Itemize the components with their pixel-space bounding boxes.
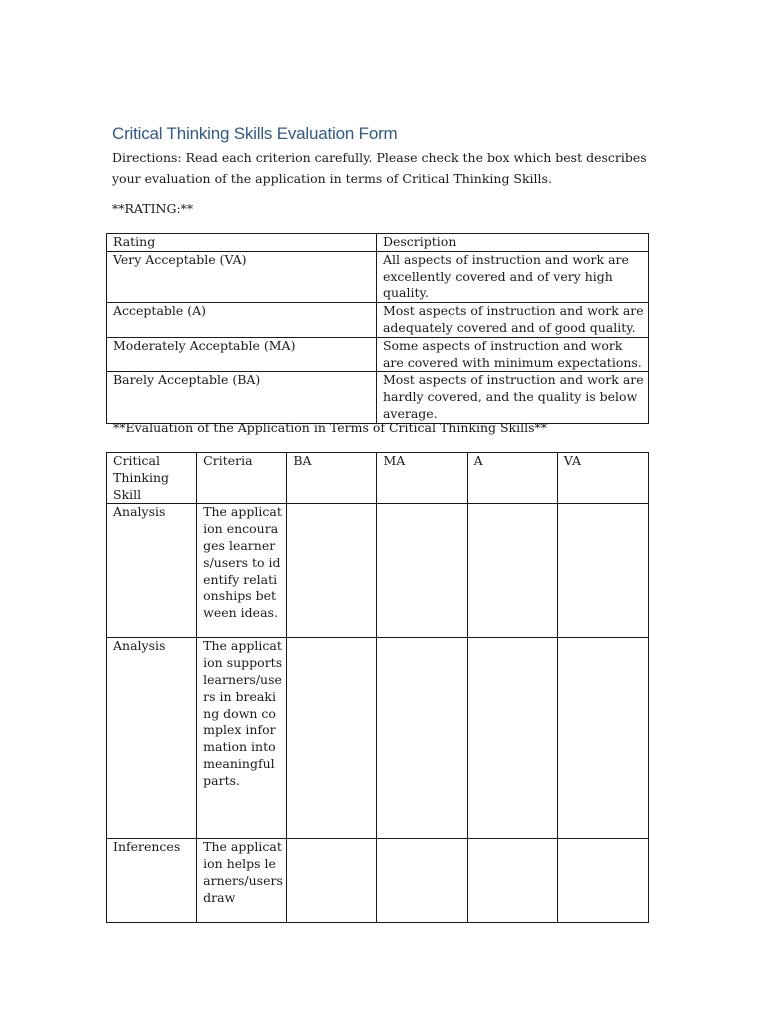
ba-check-cell[interactable] <box>287 638 377 839</box>
rating-label: Barely Acceptable (BA) <box>107 372 377 423</box>
rating-description: Some aspects of instruction and work are covered with minimum expectations. <box>376 337 648 372</box>
rating-heading: **RATING:** <box>112 201 194 216</box>
table-header-row <box>107 453 649 504</box>
table-row <box>107 251 649 302</box>
column-header-rating: Rating <box>107 234 377 252</box>
table-row <box>107 372 649 423</box>
criteria-text: The application helps learners/users draw <box>197 839 287 923</box>
rating-description: Most aspects of instruction and work are hardly covered, and the quality is below average. <box>376 372 648 423</box>
rating-label: Acceptable (A) <box>107 303 377 338</box>
va-check-cell[interactable] <box>557 638 648 839</box>
ma-check-cell[interactable] <box>377 839 467 923</box>
a-check-cell[interactable] <box>467 504 557 638</box>
ma-check-cell[interactable] <box>377 504 467 638</box>
table-row <box>107 303 649 338</box>
skill-label: Analysis <box>107 504 197 638</box>
skill-label: Inferences <box>107 839 197 923</box>
column-header-va: VA <box>557 453 648 504</box>
va-check-cell[interactable] <box>557 504 648 638</box>
evaluation-table <box>106 452 649 923</box>
a-check-cell[interactable] <box>467 839 557 923</box>
page-title: Critical Thinking Skills Evaluation Form <box>112 124 398 143</box>
rating-description: All aspects of instruction and work are excellently covered and of very high quality. <box>376 251 648 302</box>
column-header-ba: BA <box>287 453 377 504</box>
rating-description: Most aspects of instruction and work are adequately covered and of good quality. <box>376 303 648 338</box>
column-header-criteria: Criteria <box>197 453 287 504</box>
criteria-text: The application encourages learners/users to identify relationships between ideas. <box>197 504 287 638</box>
evaluation-heading: **Evaluation of the Application in Terms of Critical Thinking Skills** <box>113 420 548 435</box>
va-check-cell[interactable] <box>557 839 648 923</box>
column-header-ma: MA <box>377 453 467 504</box>
ba-check-cell[interactable] <box>287 504 377 638</box>
directions-text: Directions: Read each criterion carefully. Please check the box which best describes your evaluation of the application in terms of Critical Thinking Skills. <box>112 150 647 186</box>
table-row <box>107 839 649 923</box>
table-row <box>107 337 649 372</box>
rating-label: Very Acceptable (VA) <box>107 251 377 302</box>
table-row <box>107 638 649 839</box>
column-header-skill: Critical Thinking Skill <box>107 453 197 504</box>
rating-scale-table <box>106 233 649 424</box>
criteria-text: The application supports learners/users in breaking down complex information into meaningful parts. <box>197 638 287 839</box>
ma-check-cell[interactable] <box>377 638 467 839</box>
rating-label: Moderately Acceptable (MA) <box>107 337 377 372</box>
ba-check-cell[interactable] <box>287 839 377 923</box>
column-header-a: A <box>467 453 557 504</box>
skill-label: Analysis <box>107 638 197 839</box>
table-header-row <box>107 234 649 252</box>
table-row <box>107 504 649 638</box>
a-check-cell[interactable] <box>467 638 557 839</box>
column-header-description: Description <box>376 234 648 252</box>
